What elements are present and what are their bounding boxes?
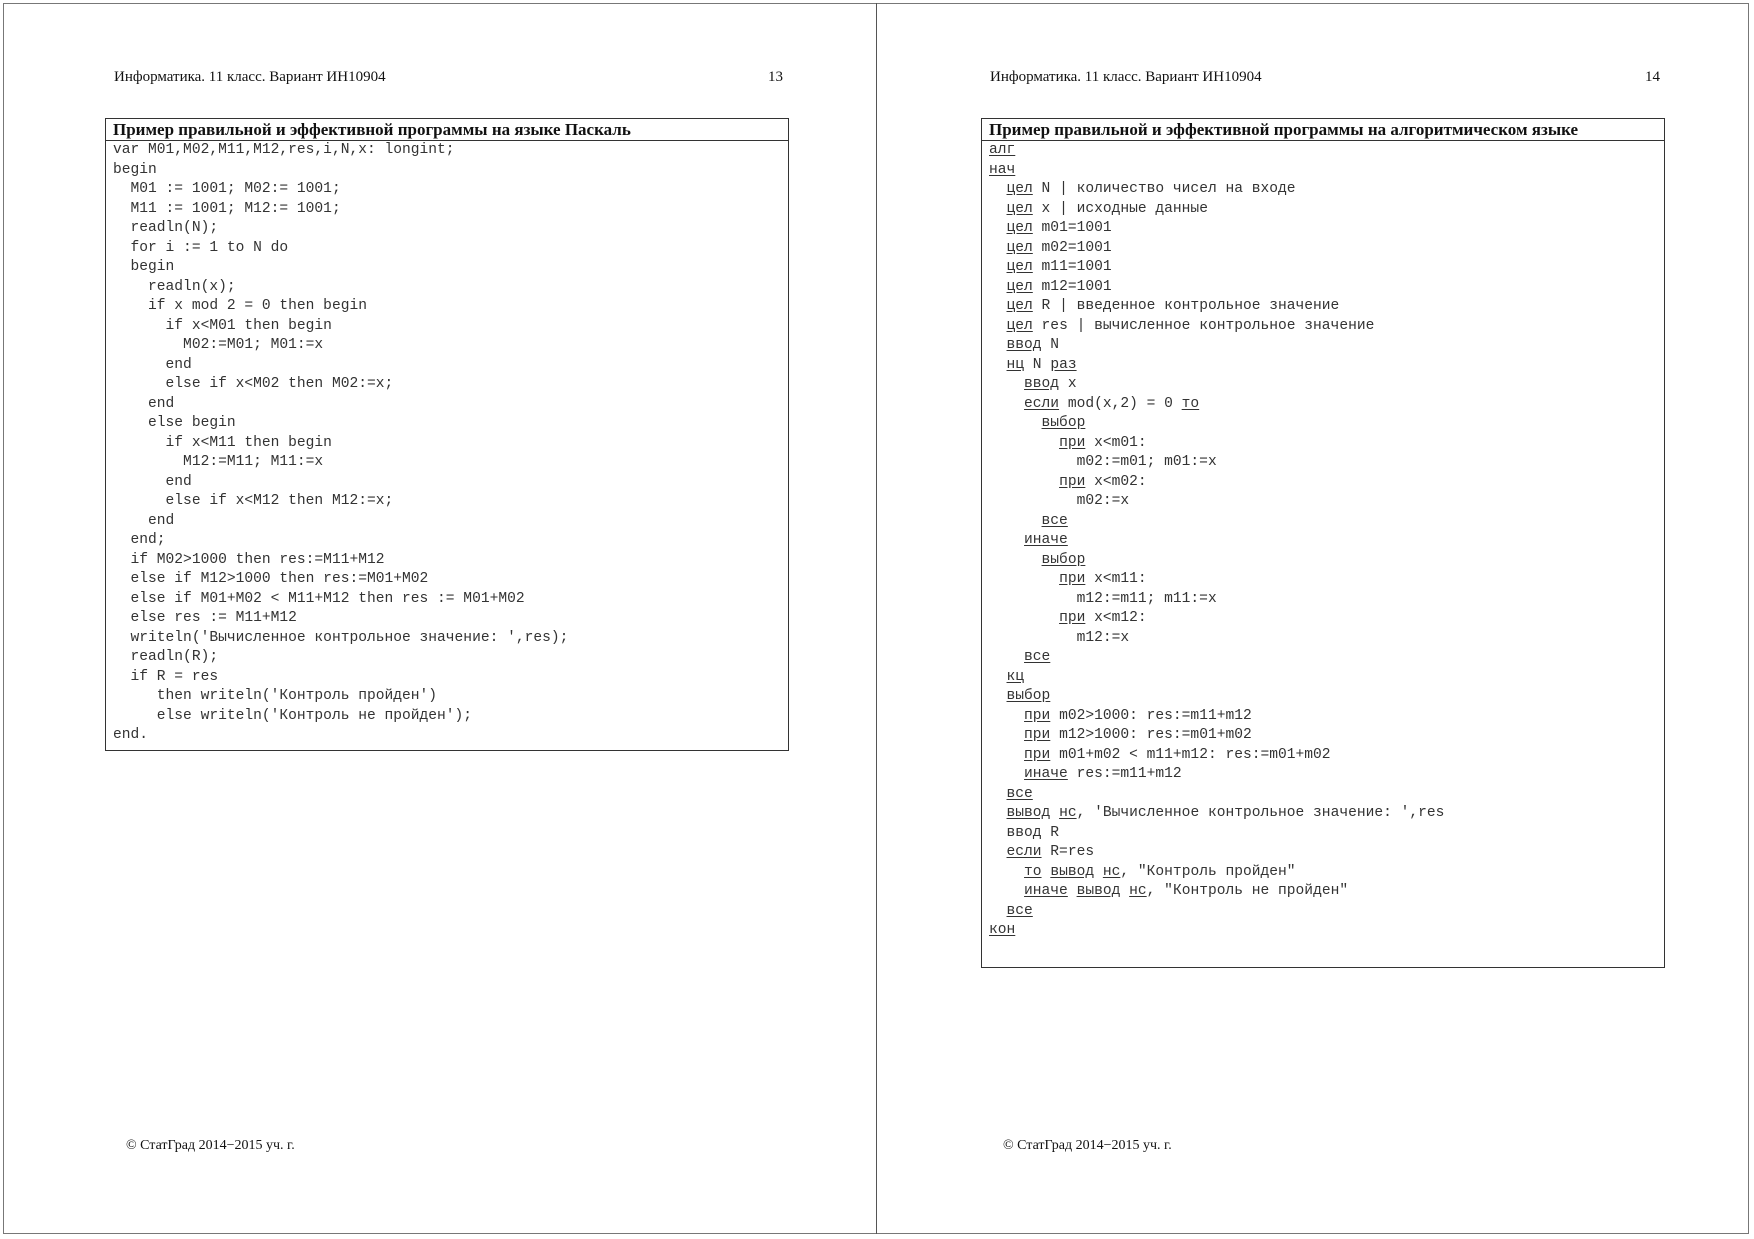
code-text	[989, 766, 1024, 782]
code-text	[1050, 805, 1059, 821]
code-line	[989, 551, 1664, 571]
code-text	[989, 240, 1007, 256]
code-line	[989, 609, 1664, 629]
keyword: то	[1024, 863, 1042, 880]
code-text	[989, 805, 1007, 821]
code-line: else if M01+M02 < M11+M12 then res := M01+M02	[113, 590, 525, 607]
code-line: end	[113, 473, 192, 490]
code-line	[989, 804, 1664, 824]
code-line: else writeln('Контроль не пройден');	[113, 707, 473, 724]
algorithmic-program-box	[981, 118, 1665, 968]
code-text: x<m11:	[1085, 571, 1147, 587]
code-line	[989, 902, 1664, 922]
code-line: var M01,M02,M11,M12,res,i,N,x: longint;	[113, 142, 455, 158]
code-line: readln(N);	[113, 220, 219, 236]
algorithmic-program-title: Пример правильной и эффективной программы на алгоритмическом языке	[982, 119, 1664, 141]
code-text	[989, 864, 1024, 880]
keyword: цел	[1006, 220, 1033, 236]
code-line	[989, 512, 1664, 532]
code-text: res | вычисленное контрольное значение	[1032, 317, 1375, 334]
keyword: нс	[1102, 863, 1121, 880]
code-text: m12:=x	[989, 629, 1130, 646]
page-number: 14	[1645, 69, 1660, 85]
keyword: при	[1024, 707, 1051, 724]
keyword: цел	[1006, 200, 1033, 217]
code-text	[989, 688, 1007, 704]
code-line	[989, 453, 1664, 473]
code-text	[1068, 883, 1077, 899]
code-line	[989, 687, 1664, 707]
code-line	[989, 824, 1664, 844]
code-line	[989, 882, 1664, 902]
code-line: M01 := 1001; M02:= 1001;	[113, 181, 341, 197]
code-text: m12>1000: res:=m01+m02	[1050, 727, 1252, 743]
code-line	[989, 707, 1664, 727]
code-line	[989, 141, 1664, 161]
code-line: begin	[113, 259, 175, 275]
keyword: выбор	[1041, 551, 1086, 568]
keyword: цел	[1006, 298, 1033, 314]
code-text: N	[1024, 356, 1051, 373]
code-text	[1094, 864, 1103, 880]
code-text: m02:=x	[989, 493, 1130, 509]
code-line	[989, 590, 1664, 610]
code-text	[989, 259, 1007, 275]
code-line: else res := M11+M12	[113, 610, 297, 626]
keyword: иначе	[1024, 766, 1068, 782]
code-line	[989, 414, 1664, 434]
code-text: m02>1000: res:=m11+m12	[1050, 707, 1252, 724]
code-line	[989, 434, 1664, 454]
page-footer: © СтатГрад 2014−2015 уч. г.	[126, 1138, 295, 1153]
code-line: readln(x);	[113, 278, 236, 295]
code-text	[989, 201, 1007, 217]
code-line: end	[113, 512, 175, 529]
keyword: цел	[1006, 239, 1033, 256]
code-text	[989, 532, 1024, 548]
code-text	[989, 513, 1042, 529]
keyword: вывод	[1050, 863, 1095, 880]
code-text	[989, 844, 1007, 860]
code-line	[989, 629, 1664, 649]
keyword: при	[1059, 434, 1086, 451]
code-text	[989, 396, 1024, 412]
keyword: нц	[1006, 356, 1025, 373]
keyword: если	[1024, 395, 1060, 412]
keyword: при	[1059, 473, 1086, 490]
pascal-code-block	[106, 141, 788, 746]
code-line	[989, 356, 1664, 376]
pascal-program-title: Пример правильной и эффективной программы на языке Паскаль	[106, 119, 788, 141]
code-text: x | исходные данные	[1032, 200, 1208, 217]
code-text: m12=1001	[1032, 278, 1112, 295]
code-line	[989, 492, 1664, 512]
keyword: если	[1006, 844, 1042, 860]
page-header: Информатика. 11 класс. Вариант ИН10904	[990, 69, 1262, 85]
code-line: else if x<M02 then M02:=x;	[113, 376, 394, 392]
code-text	[989, 376, 1024, 392]
code-text	[989, 318, 1007, 334]
keyword: ввод	[1006, 337, 1042, 353]
code-text	[989, 610, 1059, 626]
code-text: m02=1001	[1032, 239, 1112, 256]
code-text: m02:=m01; m01:=x	[989, 454, 1217, 470]
code-text: m01=1001	[1032, 220, 1112, 236]
keyword: алг	[989, 142, 1016, 158]
code-text: , 'Вычисленное контрольное значение: ',res	[1076, 805, 1445, 821]
code-text	[989, 298, 1007, 314]
code-line	[989, 219, 1664, 239]
code-text: x<m02:	[1085, 473, 1147, 490]
code-line: end	[113, 356, 192, 373]
code-text	[989, 220, 1007, 236]
code-line	[989, 843, 1664, 863]
code-text	[989, 649, 1024, 665]
keyword: выбор	[1041, 415, 1086, 431]
code-line: if x<M11 then begin	[113, 434, 332, 451]
code-line	[989, 200, 1664, 220]
algorithmic-code-block	[982, 141, 1664, 941]
code-line: if x mod 2 = 0 then begin	[113, 298, 367, 314]
code-line: else begin	[113, 415, 236, 431]
code-line	[989, 278, 1664, 298]
keyword: все	[1006, 785, 1033, 802]
keyword: кон	[989, 922, 1016, 938]
code-line: for i := 1 to N do	[113, 239, 289, 256]
code-line: if M02>1000 then res:=M11+M12	[113, 551, 385, 568]
code-text	[989, 357, 1007, 373]
code-text	[989, 279, 1007, 295]
keyword: при	[1059, 571, 1086, 587]
code-text: x<m01:	[1085, 434, 1147, 451]
code-line	[989, 570, 1664, 590]
code-text	[989, 337, 1007, 353]
code-text	[989, 786, 1007, 802]
code-text: , "Контроль пройден"	[1120, 863, 1296, 880]
code-text: N	[1041, 337, 1060, 353]
code-text	[989, 727, 1024, 743]
code-line	[989, 531, 1664, 551]
page-13	[0, 0, 876, 1239]
keyword: вывод	[1006, 805, 1051, 821]
code-line	[989, 297, 1664, 317]
keyword: цел	[1006, 278, 1033, 295]
page-footer: © СтатГрад 2014−2015 уч. г.	[1003, 1138, 1172, 1153]
code-line: writeln('Вычисленное контрольное значение: ',res);	[113, 629, 569, 646]
code-line	[989, 765, 1664, 785]
keyword: нс	[1059, 805, 1077, 821]
keyword: то	[1181, 395, 1200, 412]
code-text: ввод R	[989, 824, 1060, 841]
code-line: then writeln('Контроль пройден')	[113, 688, 438, 704]
code-line	[989, 473, 1664, 493]
code-text	[1042, 864, 1051, 880]
keyword: цел	[1006, 259, 1033, 275]
code-line	[989, 726, 1664, 746]
code-text	[989, 415, 1042, 431]
code-line: M11 := 1001; M12:= 1001;	[113, 200, 341, 217]
code-line	[989, 921, 1664, 941]
keyword: нс	[1129, 883, 1147, 899]
code-text: m01+m02 < m11+m12: res:=m01+m02	[1050, 746, 1331, 763]
keyword: нач	[989, 161, 1016, 178]
code-line	[989, 161, 1664, 181]
code-text: R=res	[1041, 844, 1095, 860]
code-line: if R = res	[113, 668, 219, 685]
keyword: иначе	[1024, 532, 1068, 548]
code-text	[989, 571, 1059, 587]
code-text: mod(x,2) = 0	[1059, 395, 1182, 412]
code-text: m11=1001	[1032, 259, 1112, 275]
code-line: if x<M01 then begin	[113, 317, 332, 334]
code-text: m12:=m11; m11:=x	[989, 590, 1217, 607]
code-line: end.	[113, 727, 149, 743]
page-header: Информатика. 11 класс. Вариант ИН10904	[114, 69, 386, 85]
code-line: else if x<M12 then M12:=x;	[113, 493, 394, 509]
keyword: все	[1041, 512, 1068, 529]
keyword: при	[1024, 746, 1051, 763]
keyword: ввод	[1024, 376, 1060, 392]
keyword: все	[1006, 902, 1033, 919]
code-text: res:=m11+m12	[1067, 766, 1182, 782]
code-line	[989, 785, 1664, 805]
keyword: цел	[1006, 317, 1033, 334]
code-line: M12:=M11; M11:=x	[113, 454, 324, 470]
keyword: цел	[1006, 181, 1033, 197]
code-line	[989, 375, 1664, 395]
keyword: все	[1024, 649, 1051, 665]
code-line	[989, 746, 1664, 766]
keyword: иначе	[1024, 883, 1068, 899]
code-line: end;	[113, 532, 166, 548]
code-line	[989, 395, 1664, 415]
code-text	[989, 883, 1024, 899]
keyword: при	[1059, 610, 1086, 626]
code-text	[989, 747, 1024, 763]
code-line	[989, 668, 1664, 688]
code-line	[989, 239, 1664, 259]
pascal-program-box	[105, 118, 789, 751]
code-text	[1120, 883, 1129, 899]
code-text	[989, 474, 1059, 490]
code-line	[989, 317, 1664, 337]
code-text: R | введенное контрольное значение	[1032, 298, 1340, 314]
code-text	[989, 552, 1042, 568]
code-text: , "Контроль не пройден"	[1146, 883, 1349, 899]
code-text	[989, 708, 1024, 724]
code-line: M02:=M01; M01:=x	[113, 337, 324, 353]
code-text: x	[1059, 376, 1077, 392]
code-text	[989, 181, 1007, 197]
code-line: end	[113, 395, 175, 412]
code-line	[989, 648, 1664, 668]
code-line: else if M12>1000 then res:=M01+M02	[113, 571, 429, 587]
code-line: readln(R);	[113, 649, 219, 665]
keyword: вывод	[1076, 883, 1121, 899]
keyword: при	[1024, 727, 1051, 743]
code-text	[989, 903, 1007, 919]
keyword: раз	[1050, 356, 1077, 373]
code-line	[989, 180, 1664, 200]
page-number: 13	[768, 69, 783, 85]
code-text	[989, 435, 1059, 451]
keyword: выбор	[1006, 688, 1051, 704]
code-line	[989, 863, 1664, 883]
code-line	[989, 336, 1664, 356]
code-text: N | количество чисел на входе	[1032, 181, 1296, 197]
code-text: x<m12:	[1085, 610, 1147, 626]
code-line: begin	[113, 161, 157, 178]
keyword: кц	[1006, 668, 1025, 685]
code-text	[989, 669, 1007, 685]
page-14	[877, 0, 1753, 1239]
code-line	[989, 258, 1664, 278]
